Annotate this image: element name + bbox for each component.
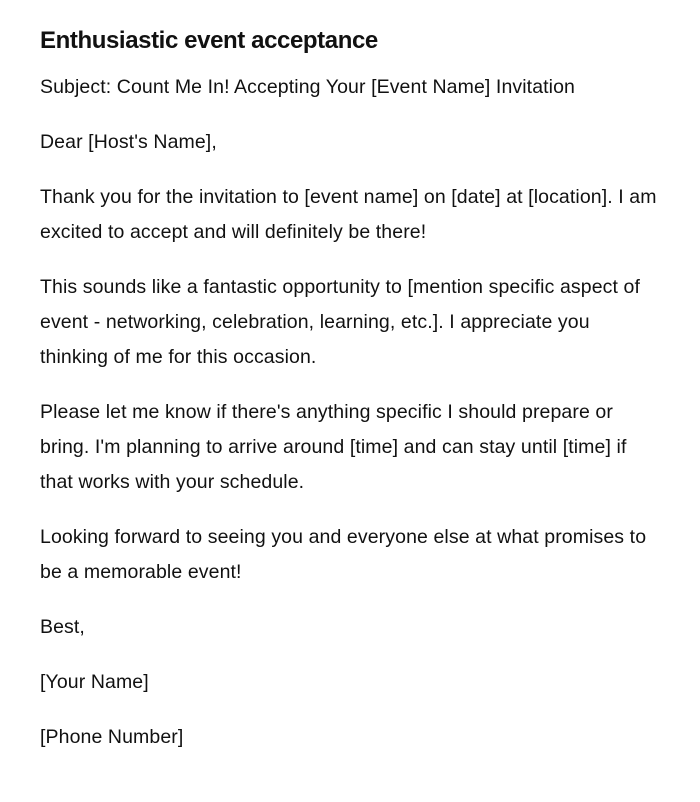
sign-off: Best, [40, 616, 85, 638]
body-paragraph: Looking forward to seeing you and everyone else at what promises to be a memorable event! [40, 526, 647, 583]
body-paragraph: Please let me know if there's anything specific I should prepare or bring. I'm planning to arrive around [time] and can stay until [time] if that works with your schedule. [40, 401, 627, 493]
document-title: Enthusiastic event acceptance [40, 27, 378, 54]
signature-phone: [Phone Number] [40, 726, 184, 748]
body-paragraph: Thank you for the invitation to [event name] on [date] at [location]. I am excited to accept and will definitely be there! [40, 186, 657, 243]
signature-name: [Your Name] [40, 671, 149, 693]
body-paragraph: This sounds like a fantastic opportunity to [mention specific aspect of event - networking, celebration, learning, etc.]. I appreciate you thinking of me for this occasion. [40, 276, 640, 368]
greeting: Dear [Host's Name], [40, 131, 217, 153]
subject-line: Subject: Count Me In! Accepting Your [Event Name] Invitation [40, 76, 575, 98]
